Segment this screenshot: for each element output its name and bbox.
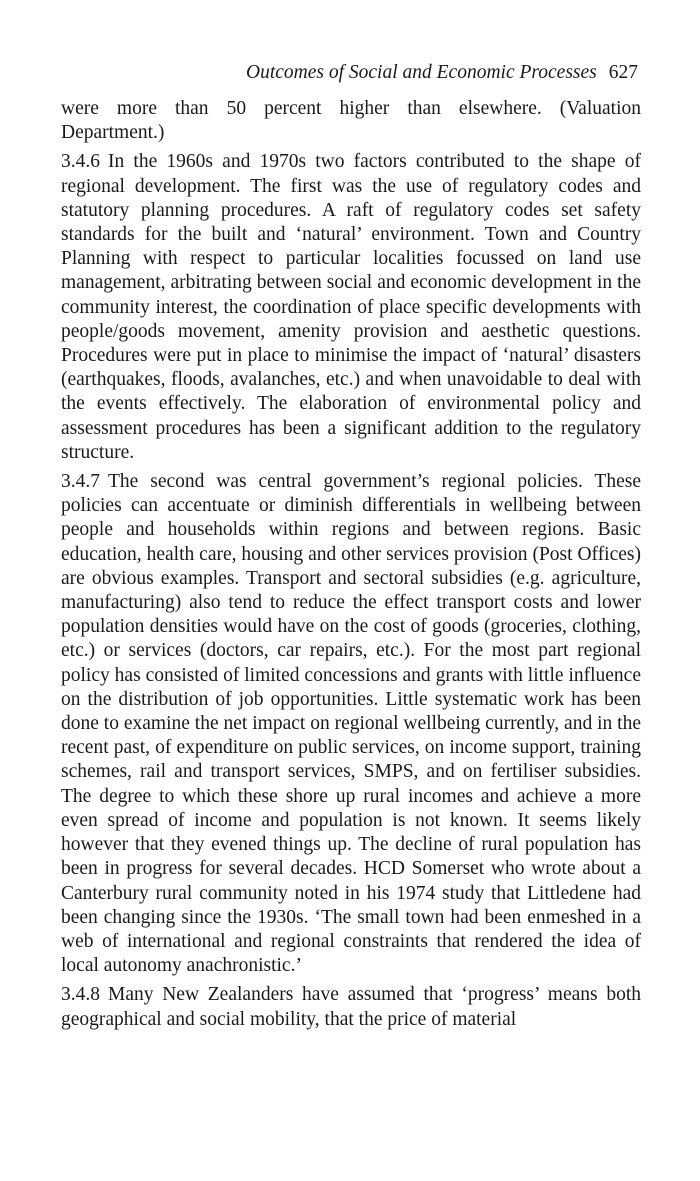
paragraph-text: were more than 50 percent higher than elsewhere. (Valuation Department.) bbox=[61, 98, 641, 144]
section-number: 3.4.7 bbox=[61, 471, 100, 493]
paragraph-text: In the 1960s and 1970s two factors contributed to the shape of regional development. The first was the use of regulatory codes and statutory planning procedures. A raft of regulatory codes set safety standards for the built and ‘natural’ environment. Town and Country Planning with respect to particular localities focussed on land use management, arbitrating between social and economic development in the community interest, the coordination of place specific developments with people/goods movement, amenity provision and aesthetic questions. Procedures were put in place to minimise the impact of ‘natural’ disasters (earthquakes, floods, avalanches, etc.) and when unavoidable to deal with the events effectively. The elaboration of environmental policy and assessment procedures has been a significant addition to the regulatory structure. bbox=[61, 151, 641, 463]
running-header bbox=[246, 60, 638, 86]
section-number: 3.4.8 bbox=[61, 984, 100, 1006]
paragraph-continuation bbox=[61, 97, 641, 145]
paragraph-3-4-6 bbox=[61, 150, 641, 465]
running-title: Outcomes of Social and Economic Processes bbox=[246, 62, 597, 83]
section-number: 3.4.6 bbox=[61, 151, 100, 173]
paragraph-3-4-7 bbox=[61, 470, 641, 978]
body-text bbox=[61, 97, 641, 1032]
paragraph-text: The second was central government’s regional policies. These policies can accentuate or diminish differentials in wellbeing between people and households within regions and between regions. Basic education, health care, housing and other services provision (Post Offices) are obvious examples. Transport and sectoral subsidies (e.g. agriculture, manufacturing) also tend to reduce the effect transport costs and lower population densities would have on the cost of goods (groceries, clothing, etc.) or services (doctors, car repairs, etc.). For the most part regional policy has consisted of limited concessions and grants with little influence on the distribution of job opportunities. Little systematic work has been done to examine the net impact on regional wellbeing currently, and in the recent past, of expenditure on public services, on income support, training schemes, rail and transport services, SMPS, and on fertiliser subsidies. The degree to which these shore up rural incomes and achieve a more even spread of income and population is not known. It seems likely however that they evened things up. The decline of rural population has been in progress for several decades. HCD Somerset who wrote about a Canterbury rural community noted in his 1974 study that Littledene had been changing since the 1930s. ‘The small town had been enmeshed in a web of international and regional constraints that rendered the idea of local autonomy anachronistic.’ bbox=[61, 471, 641, 977]
page-number: 627 bbox=[608, 62, 638, 83]
paragraph-3-4-8 bbox=[61, 983, 641, 1031]
paragraph-text: Many New Zealanders have assumed that ‘progress’ means both geographical and social mobility, that the price of material bbox=[61, 984, 641, 1030]
